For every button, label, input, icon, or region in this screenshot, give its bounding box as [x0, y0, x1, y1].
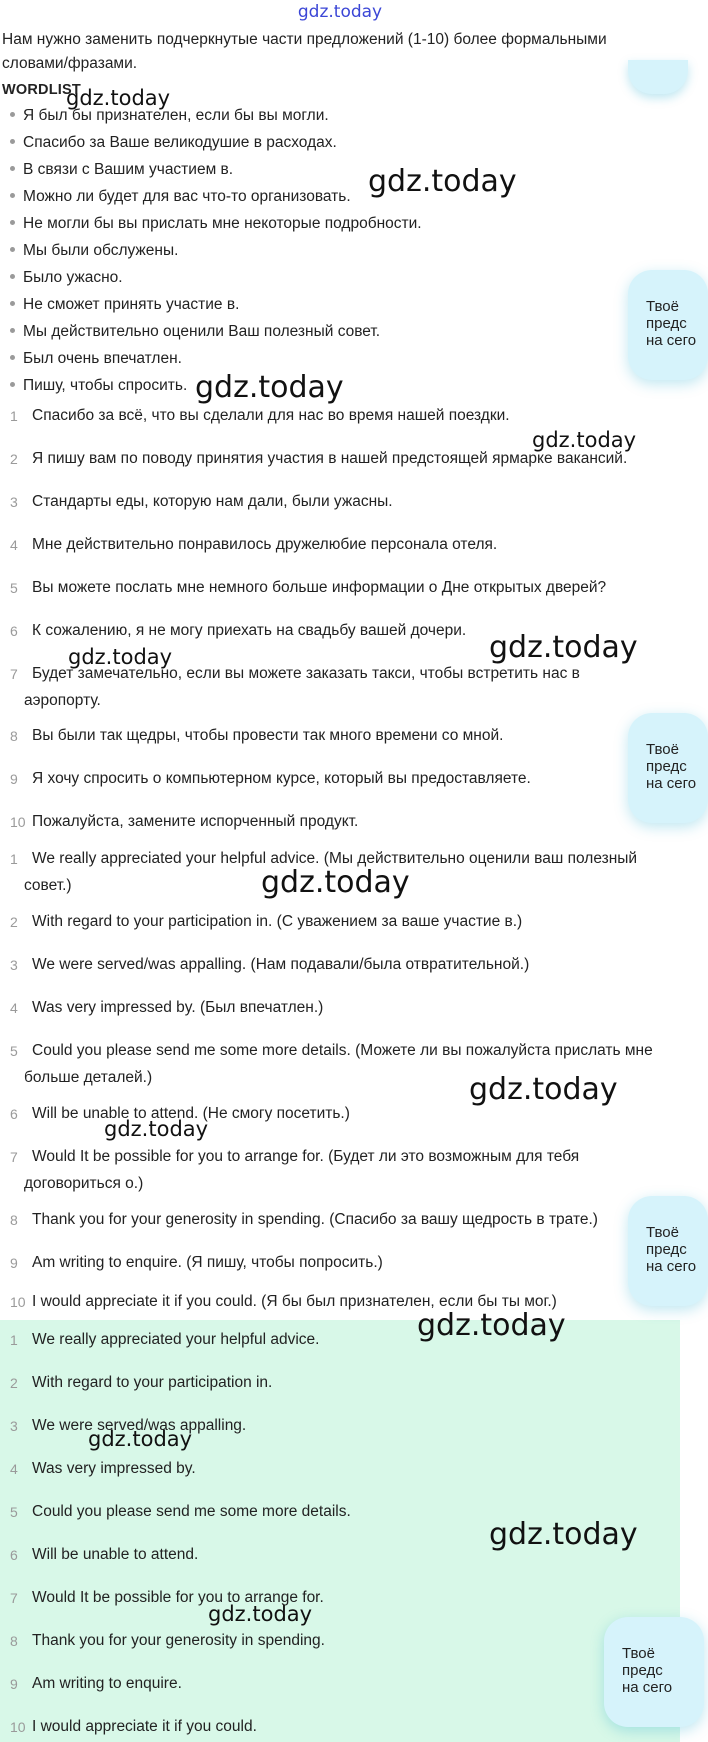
- watermark: gdz.today: [104, 1117, 209, 1141]
- answer-number: 10: [10, 1294, 26, 1310]
- chat-bubble[interactable]: Твоё предс на сего: [604, 1617, 704, 1727]
- sentence-number: 10: [10, 814, 26, 830]
- answer-number: 1: [10, 1332, 18, 1348]
- bullet-icon: [10, 355, 15, 360]
- sentence-text: Будет замечательно, если вы можете заказать такси, чтобы встретить нас в аэропорту.: [24, 665, 580, 709]
- sentence-number: 1: [10, 408, 18, 424]
- sentence-text: Спасибо за всё, что вы сделали для нас во время нашей поездки.: [32, 407, 510, 424]
- chat-bubble[interactable]: Твоё предс на сего: [628, 270, 708, 380]
- bullet-icon: [10, 220, 15, 225]
- translated-answer: Thank you for your generosity in spending. (Спасибо за вашу щедрость в трате.): [32, 1211, 598, 1228]
- translated-answer: Am writing to enquire. (Я пишу, чтобы попросить.): [32, 1254, 383, 1271]
- translated-answer: I would appreciate it if you could. (Я бы был признателен, если бы ты мог.): [32, 1293, 557, 1310]
- answer-text: We really appreciated your helpful advice.: [32, 1331, 320, 1348]
- watermark: gdz.today: [208, 1602, 313, 1626]
- answer-text: Could you please send me some more details.: [32, 1503, 351, 1520]
- wordlist-item: Мы действительно оценили Ваш полезный совет.: [10, 323, 380, 341]
- sentence-number: 6: [10, 623, 18, 639]
- sentence-number: 7: [10, 666, 18, 682]
- sentence-number: 3: [10, 494, 18, 510]
- answer-text: Thank you for your generosity in spending.: [32, 1632, 325, 1649]
- answer-number: 3: [10, 1418, 18, 1434]
- answer-number: 5: [10, 1043, 18, 1059]
- translated-answer: With regard to your participation in. (С уважением за ваше участие в.): [32, 913, 523, 930]
- answer-text: Am writing to enquire.: [32, 1675, 182, 1692]
- watermark: gdz.today: [261, 865, 410, 900]
- sentence-number: 4: [10, 537, 18, 553]
- answer-number: 2: [10, 914, 18, 930]
- wordlist-item: В связи с Вашим участием в.: [10, 161, 233, 179]
- answer-number: 8: [10, 1633, 18, 1649]
- bullet-icon: [10, 382, 15, 387]
- translated-answer: We were served/was appalling. (Нам подавали/была отвратительной.): [32, 956, 530, 973]
- bullet-icon: [10, 139, 15, 144]
- wordlist-item: Я был бы признателен, если бы вы могли.: [10, 107, 329, 125]
- bullet-icon: [10, 301, 15, 306]
- wordlist-heading: WORDLIST: [2, 82, 81, 98]
- task-instructions: Нам нужно заменить подчеркнутые части предложений (1-10) более формальными словами/фразами.: [2, 31, 607, 72]
- watermark: gdz.today: [88, 1427, 193, 1451]
- answer-number: 2: [10, 1375, 18, 1391]
- wordlist-item: Можно ли будет для вас что-то организовать.: [10, 188, 351, 206]
- watermark: gdz.today: [532, 428, 637, 452]
- answer-text: Was very impressed by.: [32, 1460, 196, 1477]
- answer-number: 5: [10, 1504, 18, 1520]
- bullet-icon: [10, 193, 15, 198]
- wordlist-item: Не сможет принять участие в.: [10, 296, 239, 314]
- answer-number: 7: [10, 1590, 18, 1606]
- sentence-text: Мне действительно понравилось дружелюбие персонала отеля.: [32, 536, 498, 553]
- answer-number: 3: [10, 957, 18, 973]
- site-link[interactable]: gdz.today: [297, 2, 383, 22]
- answer-text: We were served/was appalling.: [32, 1417, 247, 1434]
- answer-number: 6: [10, 1106, 18, 1122]
- watermark: gdz.today: [68, 645, 173, 669]
- answer-number: 1: [10, 851, 18, 867]
- answer-number: 9: [10, 1255, 18, 1271]
- watermark: gdz.today: [195, 370, 344, 405]
- watermark: gdz.today: [417, 1308, 566, 1343]
- sentence-text: Я хочу спросить о компьютерном курсе, который вы предоставляете.: [32, 770, 531, 787]
- chat-bubble-edge[interactable]: [628, 60, 688, 94]
- answer-text: With regard to your participation in.: [32, 1374, 273, 1391]
- answer-number: 4: [10, 1461, 18, 1477]
- answer-number: 7: [10, 1149, 18, 1165]
- chat-bubble[interactable]: Твоё предс на сего: [628, 1196, 708, 1306]
- sentence-text: Вы были так щедры, чтобы провести так много времени со мной.: [32, 727, 504, 744]
- answer-number: 10: [10, 1719, 26, 1735]
- wordlist-item: Мы были обслужены.: [10, 242, 178, 260]
- wordlist-item: Спасибо за Ваше великодушие в расходах.: [10, 134, 337, 152]
- wordlist-item: Было ужасно.: [10, 269, 123, 287]
- bullet-icon: [10, 274, 15, 279]
- sentence-number: 5: [10, 580, 18, 596]
- translated-answer: Could you please send me some more details. (Можете ли вы пожалуйста прислать мне больше деталей.): [24, 1042, 653, 1086]
- wordlist-item: Не могли бы вы прислать мне некоторые подробности.: [10, 215, 422, 233]
- watermark: gdz.today: [489, 630, 638, 665]
- watermark: gdz.today: [66, 86, 171, 110]
- answer-text: Would It be possible for you to arrange for.: [32, 1589, 324, 1606]
- wordlist-item: Пишу, чтобы спросить.: [10, 377, 187, 395]
- wordlist-item: Был очень впечатлен.: [10, 350, 182, 368]
- translated-answer: Was very impressed by. (Был впечатлен.): [32, 999, 324, 1016]
- sentence-number: 8: [10, 728, 18, 744]
- bullet-icon: [10, 247, 15, 252]
- sentence-text: Стандарты еды, которую нам дали, были ужасны.: [32, 493, 393, 510]
- sentence-text: Вы можете послать мне немного больше информации о Дне открытых дверей?: [32, 579, 607, 596]
- bullet-icon: [10, 166, 15, 171]
- answer-number: 4: [10, 1000, 18, 1016]
- answer-text: Will be unable to attend.: [32, 1546, 199, 1563]
- answer-number: 8: [10, 1212, 18, 1228]
- bullet-icon: [10, 112, 15, 117]
- answer-text: I would appreciate it if you could.: [32, 1718, 257, 1735]
- sentence-text: Я пишу вам по поводу принятия участия в нашей предстоящей ярмарке вакансий.: [32, 450, 628, 467]
- sentence-text: К сожалению, я не могу приехать на свадьбу вашей дочери.: [32, 622, 467, 639]
- answer-number: 9: [10, 1676, 18, 1692]
- watermark: gdz.today: [469, 1072, 618, 1107]
- watermark: gdz.today: [489, 1517, 638, 1552]
- sentence-text: Пожалуйста, замените испорченный продукт.: [32, 813, 359, 830]
- bullet-icon: [10, 328, 15, 333]
- sentence-number: 9: [10, 771, 18, 787]
- watermark: gdz.today: [368, 164, 517, 199]
- translated-answer: Will be unable to attend. (Не смогу посетить.): [32, 1105, 350, 1122]
- sentence-number: 2: [10, 451, 18, 467]
- answer-number: 6: [10, 1547, 18, 1563]
- translated-answer: We really appreciated your helpful advice. (Мы действительно оценили ваш полезный совет.): [24, 850, 638, 894]
- translated-answer: Would It be possible for you to arrange for. (Будет ли это возможным для тебя договориться о.): [24, 1148, 580, 1192]
- chat-bubble[interactable]: Твоё предс на сего: [628, 713, 708, 823]
